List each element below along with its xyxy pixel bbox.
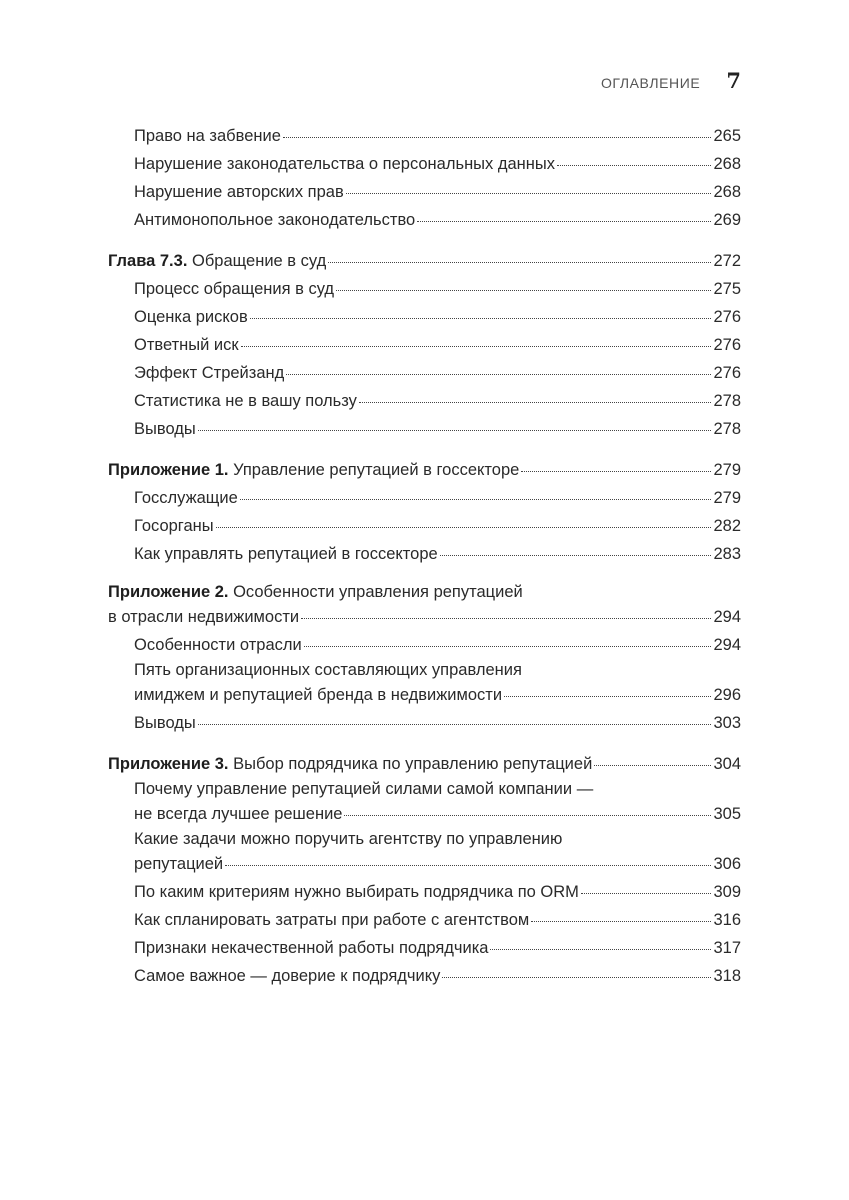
dot-leader — [283, 136, 712, 138]
toc-entry-title-line2: репутацией — [134, 855, 224, 873]
toc-appendix-entry[interactable] — [108, 581, 741, 631]
toc-entry-title: Выводы — [134, 420, 196, 438]
dot-leader — [504, 695, 711, 697]
toc-entry[interactable] — [108, 178, 741, 206]
toc-entry-page: 303 — [713, 714, 741, 732]
toc-entry-prefix: Приложение 1. — [108, 461, 229, 479]
toc-entry-title: Нарушение авторских прав — [134, 183, 344, 201]
dot-leader — [359, 401, 712, 403]
toc-entry-page: 306 — [713, 855, 741, 873]
dot-leader — [581, 892, 712, 894]
toc-entry-title-line1: Почему управление репутацией силами самой компании — — [134, 780, 594, 798]
dot-leader — [336, 289, 711, 291]
toc-entry-title-line1: Особенности управления репутацией — [233, 583, 523, 601]
dot-leader — [417, 220, 711, 222]
toc-entry-title: Антимонопольное законодательство — [134, 211, 416, 229]
toc-entry-title: Эффект Стрейзанд — [134, 364, 285, 382]
toc-entry-page: 272 — [713, 252, 741, 270]
toc-entry[interactable] — [108, 962, 741, 990]
toc-entry-page: 276 — [713, 336, 741, 354]
toc-entry-title: Обращение в суд — [192, 252, 327, 270]
dot-leader — [442, 976, 711, 978]
toc-entry-title: Признаки некачественной работы подрядчика — [134, 939, 489, 957]
toc-entry[interactable] — [108, 387, 741, 415]
toc-entry-page: 265 — [713, 127, 741, 145]
toc-entry-title: Особенности отрасли — [134, 636, 302, 654]
toc-entry[interactable] — [108, 359, 741, 387]
dot-leader — [216, 526, 712, 528]
running-head-title: ОГЛАВЛЕНИЕ — [600, 75, 701, 91]
toc-entry-page: 283 — [713, 545, 741, 563]
dot-leader — [490, 948, 711, 950]
toc-entry[interactable] — [108, 303, 741, 331]
dot-leader — [250, 317, 712, 319]
toc-entry[interactable] — [108, 709, 741, 737]
toc-entry-title-line1: Какие задачи можно поручить агентству по управлению — [134, 830, 563, 848]
toc-entry-title-line2: в отрасли недвижимости — [108, 608, 300, 626]
toc-entry-title: Как спланировать затраты при работе с агентством — [134, 911, 530, 929]
toc-entry-title: Госорганы — [134, 517, 214, 535]
toc-entry[interactable] — [108, 878, 741, 906]
toc-appendix-entry[interactable] — [108, 456, 741, 484]
toc-entry-title: Право на забвение — [134, 127, 281, 145]
toc-entry[interactable] — [108, 828, 741, 878]
dot-leader — [594, 764, 711, 766]
dot-leader — [240, 498, 712, 500]
toc-entry-page: 294 — [713, 608, 741, 626]
toc-entry-page: 305 — [713, 805, 741, 823]
dot-leader — [557, 164, 711, 166]
toc-entry[interactable] — [108, 122, 741, 150]
dot-leader — [440, 554, 712, 556]
toc-entry-page: 294 — [713, 636, 741, 654]
toc-entry-page: 282 — [713, 517, 741, 535]
toc-entry-title: Управление репутацией в госсекторе — [233, 461, 520, 479]
toc-entry-title: Госслужащие — [134, 489, 238, 507]
toc-entry-page: 279 — [713, 461, 741, 479]
toc-entry-page: 268 — [713, 183, 741, 201]
toc-entry-page: 304 — [713, 755, 741, 773]
dot-leader — [344, 814, 711, 816]
toc-entry[interactable] — [108, 484, 741, 512]
dot-leader — [346, 192, 712, 194]
toc-entry-title: Ответный иск — [134, 336, 239, 354]
toc-entry[interactable] — [108, 540, 741, 568]
toc-entry[interactable] — [108, 415, 741, 443]
toc-entry-page: 278 — [713, 392, 741, 410]
dot-leader — [301, 617, 711, 619]
toc-entry-title: Оценка рисков — [134, 308, 248, 326]
toc-entry-title: Выбор подрядчика по управлению репутацией — [233, 755, 593, 773]
toc-entry-title-line1: Пять организационных составляющих управления — [134, 661, 522, 679]
toc-entry[interactable] — [108, 206, 741, 234]
toc-chapter-entry[interactable] — [108, 247, 741, 275]
running-head — [601, 68, 741, 93]
toc-entry-page: 278 — [713, 420, 741, 438]
toc-entry[interactable] — [108, 631, 741, 659]
toc-entry-title: По каким критериям нужно выбирать подрядчика по ORM — [134, 883, 579, 901]
toc-entry-page: 276 — [713, 308, 741, 326]
toc-entry-page: 275 — [713, 280, 741, 298]
toc-entry-prefix: Глава 7.3. — [108, 252, 188, 270]
dot-leader — [521, 470, 711, 472]
toc-entry-title: Самое важное — доверие к подрядчику — [134, 967, 441, 985]
toc-entry-title: Нарушение законодательства о персональных данных — [134, 155, 556, 173]
toc-entry[interactable] — [108, 150, 741, 178]
toc-entry-page: 269 — [713, 211, 741, 229]
toc-entry[interactable] — [108, 778, 741, 828]
toc-entry-title: Статистика не в вашу пользу — [134, 392, 357, 410]
toc-entry-page: 268 — [713, 155, 741, 173]
toc-entry-prefix: Приложение 3. — [108, 755, 229, 773]
toc-entry-title: Процесс обращения в суд — [134, 280, 335, 298]
toc-entry-page: 317 — [713, 939, 741, 957]
toc-entry[interactable] — [108, 275, 741, 303]
toc-entry-title: Выводы — [134, 714, 196, 732]
dot-leader — [198, 723, 712, 725]
dot-leader — [286, 373, 711, 375]
toc-entry-title-line2: имиджем и репутацией бренда в недвижимости — [134, 686, 503, 704]
dot-leader — [241, 345, 712, 347]
toc-entry-prefix: Приложение 2. — [108, 583, 229, 601]
toc-entry-page: 276 — [713, 364, 741, 382]
toc-entry-page: 296 — [713, 686, 741, 704]
toc-entry-page: 279 — [713, 489, 741, 507]
dot-leader — [328, 261, 711, 263]
toc-appendix-entry[interactable] — [108, 750, 741, 778]
toc-entry-page: 316 — [713, 911, 741, 929]
dot-leader — [531, 920, 711, 922]
toc-entry-page: 318 — [713, 967, 741, 985]
toc-entry[interactable] — [108, 512, 741, 540]
toc-entry[interactable] — [108, 331, 741, 359]
toc-entry-title: Как управлять репутацией в госсекторе — [134, 545, 438, 563]
dot-leader — [304, 645, 712, 647]
dot-leader — [198, 429, 712, 431]
dot-leader — [225, 864, 711, 866]
toc-entry[interactable] — [108, 906, 741, 934]
toc-entry[interactable] — [108, 659, 741, 709]
toc-entry-title-line2: не всегда лучшее решение — [134, 805, 343, 823]
page-number: 7 — [726, 68, 741, 93]
table-of-contents — [108, 122, 741, 990]
toc-entry[interactable] — [108, 934, 741, 962]
toc-entry-page: 309 — [713, 883, 741, 901]
